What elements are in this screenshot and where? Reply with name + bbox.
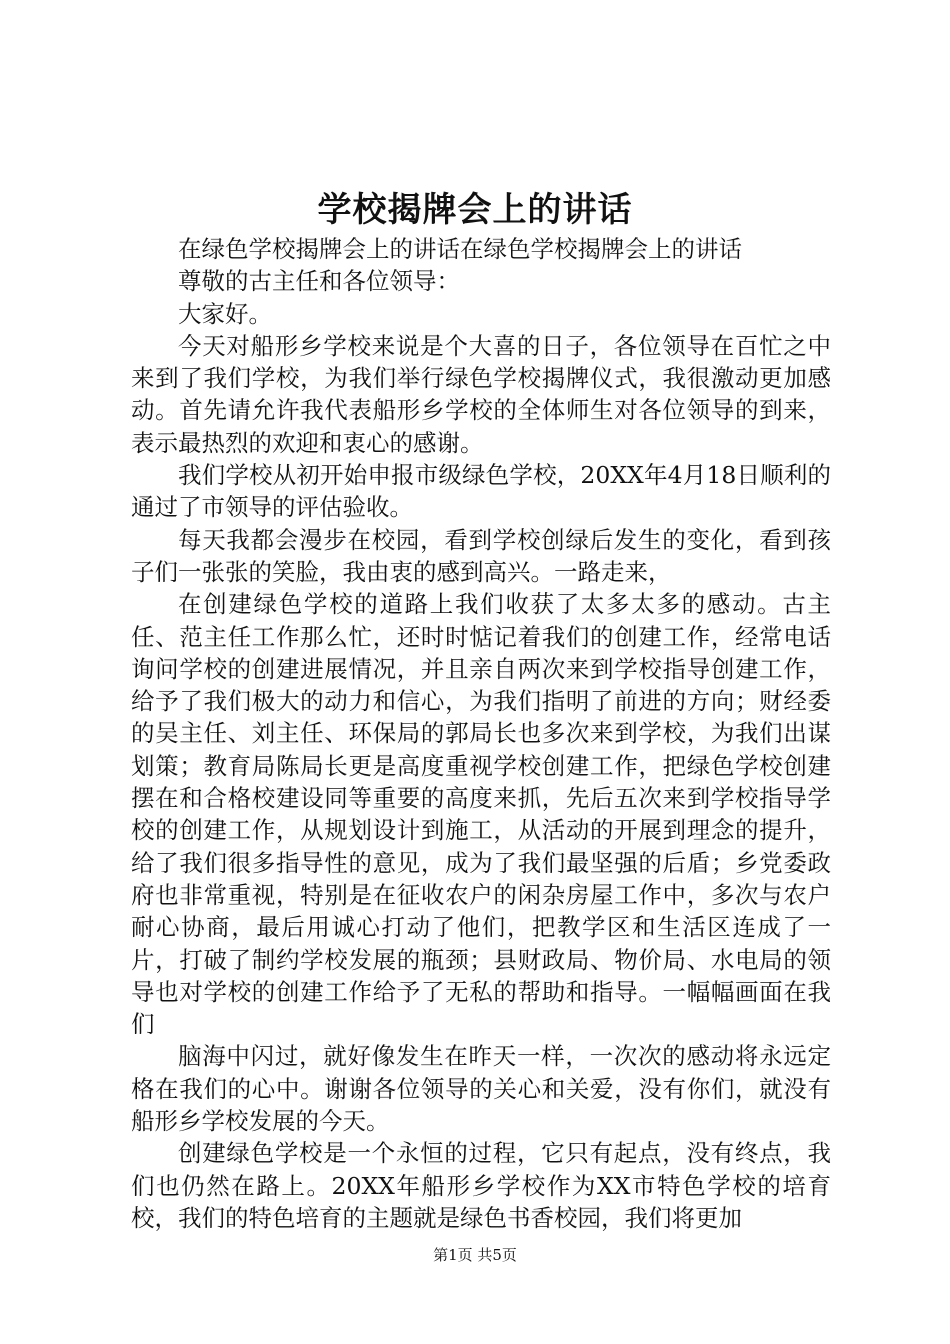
paragraph-future: 创建绿色学校是一个永恒的过程，它只有起点，没有终点，我们也仍然在路上。20XX年船形乡学校作为XX市特色学校的培育校，我们的特色培育的主题就是绿色书香校园，我们将更加 bbox=[131, 1139, 831, 1232]
paragraph-salutation: 尊敬的古主任和各位领导： bbox=[178, 267, 460, 296]
paragraph-gratitude: 在创建绿色学校的道路上我们收获了太多太多的感动。古主任、范主任工作那么忙，还时时惦记着我们的创建工作，经常电话询问学校的创建进展情况，并且亲自两次来到学校指导创建工作，给予了我们极大的动力和信心，为我们指明了前进的方向；财经委的吴主任、刘主任、环保局的郭局长也多次来到学校，为我们出谋划策；教育局陈局长更是高度重视学校创建工作，把绿色学校创建摆在和合格校建设同等重要的高度来抓，先后五次来到学校指导学校的创建工作，从规划设计到施工，从活动的开展到理念的提升，给了我们很多指导性的意见，成为了我们最坚强的后盾；乡党委政府也非常重视，特别是在征收农户的闲杂房屋工作中，多次与农户耐心协商，最后用诚心打动了他们，把教学区和生活区连成了一片，打破了制约学校发展的瓶颈；县财政局、物价局、水电局的领导也对学校的创建工作给予了无私的帮助和指导。一幅幅画面在我们 bbox=[131, 590, 831, 1039]
paragraph-memories: 脑海中闪过，就好像发生在昨天一样，一次次的感动将永远定格在我们的心中。谢谢各位领导的关心和关爱，没有你们，就没有船形乡学校发展的今天。 bbox=[131, 1042, 831, 1136]
paragraph-application: 我们学校从初开始申报市级绿色学校，20XX年4月18日顺利的通过了市领导的评估验收。 bbox=[131, 461, 831, 522]
paragraph-opening: 今天对船形乡学校来说是个大喜的日子，各位领导在百忙之中来到了我们学校，为我们举行绿色学校揭牌仪式，我很激动更加感动。首先请允许我代表船形乡学校的全体师生对各位领导的到来，表示最热烈的欢迎和衷心的感谢。 bbox=[131, 331, 831, 457]
page-title: 学校揭牌会上的讲话 bbox=[317, 190, 633, 230]
paragraph-campus-walk: 每天我都会漫步在校园，看到学校创绿后发生的变化，看到孩子们一张张的笑脸，我由衷的感到高兴。一路走来， bbox=[131, 525, 831, 586]
paragraph-greeting: 大家好。 bbox=[178, 299, 272, 328]
paragraph-heading-repeat: 在绿色学校揭牌会上的讲话在绿色学校揭牌会上的讲话 bbox=[178, 235, 742, 263]
page-footer: 第1页 共5页 bbox=[433, 1246, 517, 1264]
document-body bbox=[131, 233, 831, 1234]
